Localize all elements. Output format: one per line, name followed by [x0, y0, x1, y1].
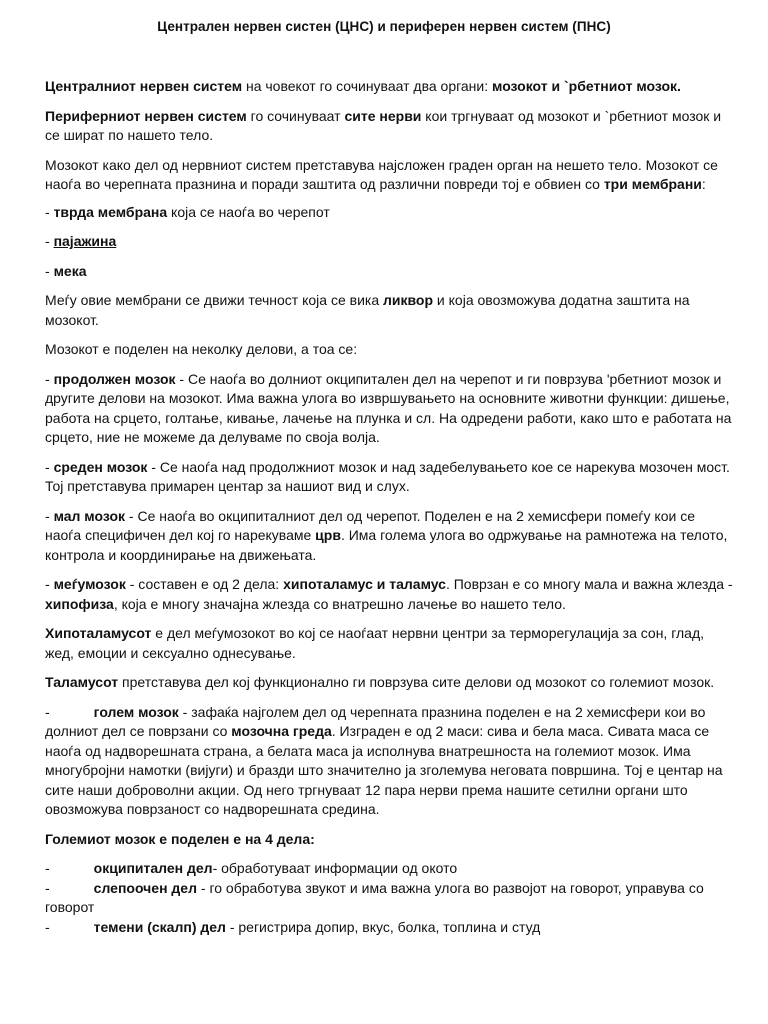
brain-part-item — [45, 507, 735, 566]
underlined-term: пајажина — [53, 233, 117, 249]
text: - составен е од 2 дела: — [125, 576, 284, 592]
bold-term: темени (скалп) дел — [93, 918, 226, 935]
paragraph-cerebrum-heading — [45, 830, 735, 850]
text: . Има голема улога во одржување на рамнотежа на телото, контрола и координирање на движењата. — [45, 527, 728, 563]
bold-term: меѓумозок — [53, 576, 126, 592]
document-body — [45, 77, 735, 937]
bold-term: мозокот и `рбетниот мозок. — [492, 78, 681, 94]
paragraph-pns — [45, 107, 735, 146]
bold-term: продолжен мозок — [53, 370, 176, 387]
text: која се наоѓа во черепот — [167, 203, 330, 220]
lobe-item — [45, 879, 735, 918]
text: претставува дел кој функционално ги поврзува сите делови од мозокот со големиот мозок. — [118, 674, 715, 690]
paragraph-hypothalamus — [45, 624, 735, 663]
bold-term: Централниот нервен систем — [45, 78, 243, 94]
paragraph-parts-intro: Мозокот е поделен на неколку делови, а тоа се: — [45, 341, 358, 357]
bold-term: ликвор — [383, 292, 434, 308]
paragraph-thalamus — [45, 673, 735, 693]
lobe-item — [45, 918, 735, 938]
bold-term: мозочна греда — [231, 723, 332, 739]
text: : — [701, 176, 706, 192]
text: . Изграден е од 2 маси: сива и бела маса. Сивата маса се наоѓа од надворешната страна, а белата маса ја исполнува внатрешноста на големиот мозок. Има многубројни намотки (вијуги) и бразди што значително ја зголемува неговата површина. Тој е центар на сите наши доброволни акции. Од него тргнуваат 12 пара нерви према нашите сетилни органи што овозможува поврзаност со надворешната средина. — [45, 723, 723, 817]
list-dash: - — [45, 233, 54, 249]
text: Меѓу овие мембрани се движи течност која се вика — [45, 292, 383, 308]
list-dash: - — [45, 703, 50, 720]
text: - го обработува звукот и има важна улога во развојот на говорот, управува со говорот — [45, 879, 704, 915]
brain-part-item — [45, 458, 735, 497]
bold-term: слепоочен дел — [93, 879, 197, 896]
bold-term: Хипоталамусот — [45, 625, 152, 641]
brain-part-item — [45, 703, 735, 820]
text: Мозокот како дел од нервниот систем претставува најсложен граден орган на нешето тело. Мозокот се наоѓа во черепната празнина и поради заштита од различни повреди тој е обвиен со — [45, 156, 718, 192]
bold-term: три мембрани — [603, 176, 702, 192]
bold-term: тврда мембрана — [53, 203, 168, 220]
bold-term: сите нерви — [344, 107, 422, 124]
text: , која е многу значајна жлезда со внатрешно лачење во нашето тело. — [113, 595, 566, 612]
text: - Се наоѓа во окципиталниот дел од черепот. Поделен е на 2 хемисфери помеѓу кои се наоѓа специфичен дел кој го нарекуваме — [45, 507, 695, 543]
text: - зафаќа најголем дел од черепната празнина поделен е на 2 хемисфери кои во долниот дел се поврзани со — [45, 703, 706, 739]
text: кои тргнуваат од мозокот и `рбетниот мозок и се шират по нашето тело. — [45, 107, 722, 143]
paragraph-liquor — [45, 291, 735, 330]
bold-term: окципитален дел — [93, 860, 213, 876]
membrane-item — [45, 232, 735, 252]
list-dash: - — [45, 918, 50, 935]
paragraph-brain-intro — [45, 156, 735, 195]
membrane-item — [45, 262, 735, 282]
bold-term: хипоталамус и таламус — [283, 576, 446, 592]
document-title: Централен нервен систен (ЦНС) и периферен нервен систем (ПНС) — [157, 19, 611, 34]
text: го сочинуваат — [246, 107, 345, 124]
list-dash: - — [45, 879, 50, 896]
list-dash: - — [45, 262, 54, 279]
list-dash: - — [45, 203, 54, 220]
membrane-item — [45, 203, 735, 223]
list-dash: - — [45, 576, 54, 592]
bold-term: голем мозок — [93, 703, 179, 720]
lobe-item — [45, 859, 735, 879]
bold-term: црв — [315, 527, 341, 543]
brain-part-item — [45, 575, 735, 614]
bold-term: мал мозок — [53, 507, 126, 524]
bold-term: Периферниот нервен систем — [45, 107, 247, 124]
text: и која овозможува додатна заштита на мозокот. — [45, 292, 690, 328]
bold-term: мека — [53, 262, 87, 279]
text: на човекот го сочинуваат два органи: — [242, 78, 493, 94]
bold-term: среден мозок — [53, 458, 148, 475]
text: - Се наоѓа над продолжниот мозок и над задебелувањето кое се нарекува мозочен мост. Тој претставува примарен центар за нашиот вид и слух. — [45, 458, 730, 494]
text: е дел меѓумозокот во кој се наоѓаат нервни центри за терморегулација за сон, глад, жед, емоции и сексуално однесување. — [45, 625, 705, 661]
brain-part-item — [45, 370, 735, 448]
list-dash: - — [45, 370, 54, 387]
text: - обработуваат информации од окото — [212, 860, 458, 876]
text: . Поврзан е со многу мала и важна жлезда - — [445, 576, 733, 592]
bold-heading: Големиот мозок е поделен е на 4 дела: — [45, 830, 315, 847]
text: - регистрира допир, вкус, болка, топлина и студ — [225, 918, 541, 935]
list-dash: - — [45, 860, 50, 876]
list-dash: - — [45, 507, 54, 524]
text: - Се наоѓа во долниот окципитален дел на черепот и ги поврзува 'рбетниот мозок и другите делови на мозокот. Има важна улога во извршувањето на основните животни функции: дишење, работа на срцето, голтање, кивање, лачење на плунка и сл. На одредени работи, како што е работата на срцето, ние не можеме да делуваме по своја волја. — [45, 370, 732, 445]
paragraph-cns — [45, 77, 735, 97]
bold-term: хипофиза — [45, 595, 114, 612]
bold-term: Таламусот — [45, 674, 119, 690]
list-dash: - — [45, 458, 54, 475]
